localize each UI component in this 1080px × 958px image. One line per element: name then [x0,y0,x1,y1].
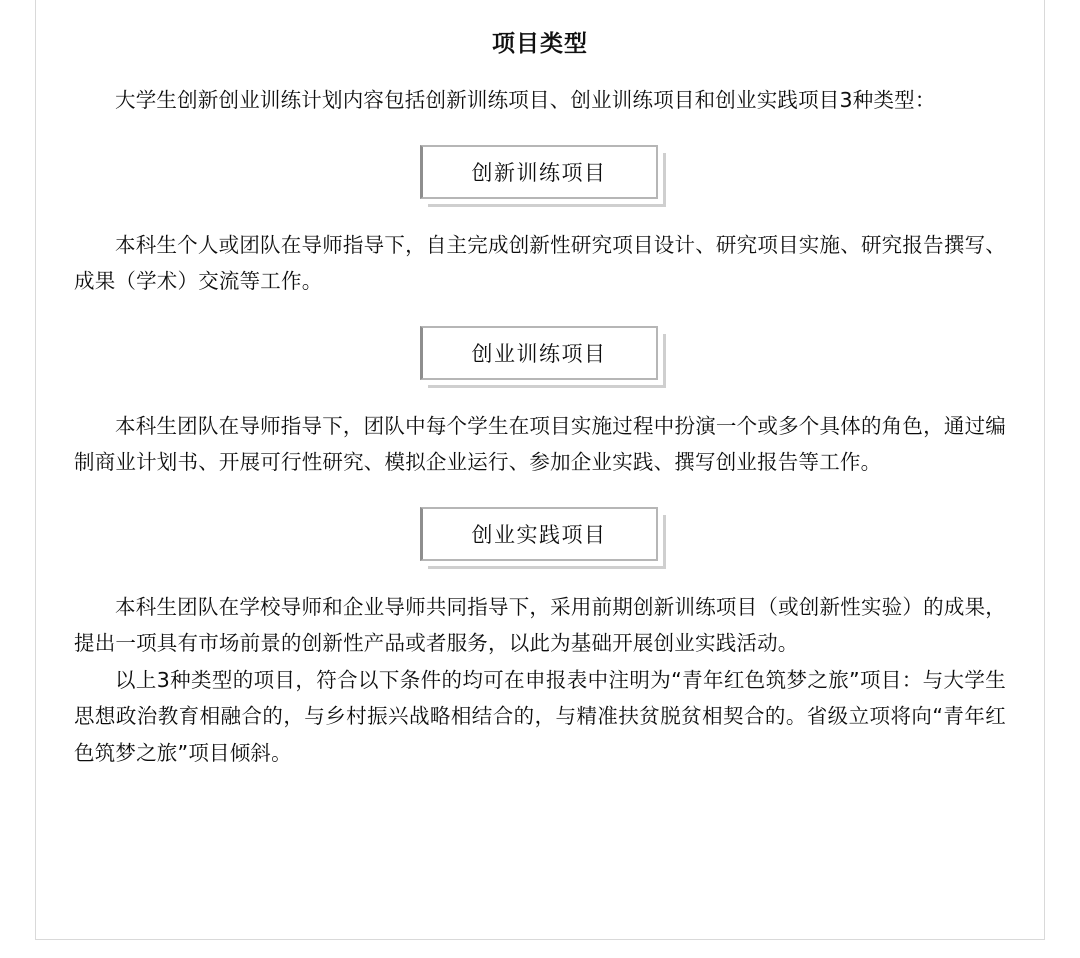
section-label-innovation-training [74,145,1006,201]
document-content [36,0,1044,781]
section-paragraph-red-dream-journey: 以上3种类型的项目，符合以下条件的均可在申报表中注明为“青年红色筑梦之旅”项目：与大学生思想政治教育相融合的，与乡村振兴战略相结合的，与精准扶贫脱贫相契合的。省级立项将向“青年红色筑梦之旅”项目倾斜。 [74,667,1006,765]
page-title: 项目类型 [492,31,588,57]
label-text: 创业实践项目 [471,522,607,547]
section-paragraph-innovation-training: 本科生个人或团队在导师指导下，自主完成创新性研究项目设计、研究项目实施、研究报告撰写、成果（学术）交流等工作。 [74,232,1006,294]
section-label-entrepreneurship-practice [74,507,1006,563]
section-label-entrepreneurship-training [74,326,1006,382]
document-frame [35,0,1045,940]
section-paragraph-entrepreneurship-practice: 本科生团队在学校导师和企业导师共同指导下，采用前期创新训练项目（或创新性实验）的成果，提出一项具有市场前景的创新性产品或者服务，以此为基础开展创业实践活动。 [74,594,1006,656]
label-text: 创新训练项目 [471,160,607,185]
section-paragraph-entrepreneurship-training: 本科生团队在导师指导下，团队中每个学生在项目实施过程中扮演一个或多个具体的角色，通过编制商业计划书、开展可行性研究、模拟企业运行、参加企业实践、撰写创业报告等工作。 [74,413,1006,475]
intro-paragraph: 大学生创新创业训练计划内容包括创新训练项目、创业训练项目和创业实践项目3种类型： [115,88,936,113]
label-text: 创业训练项目 [471,341,607,366]
